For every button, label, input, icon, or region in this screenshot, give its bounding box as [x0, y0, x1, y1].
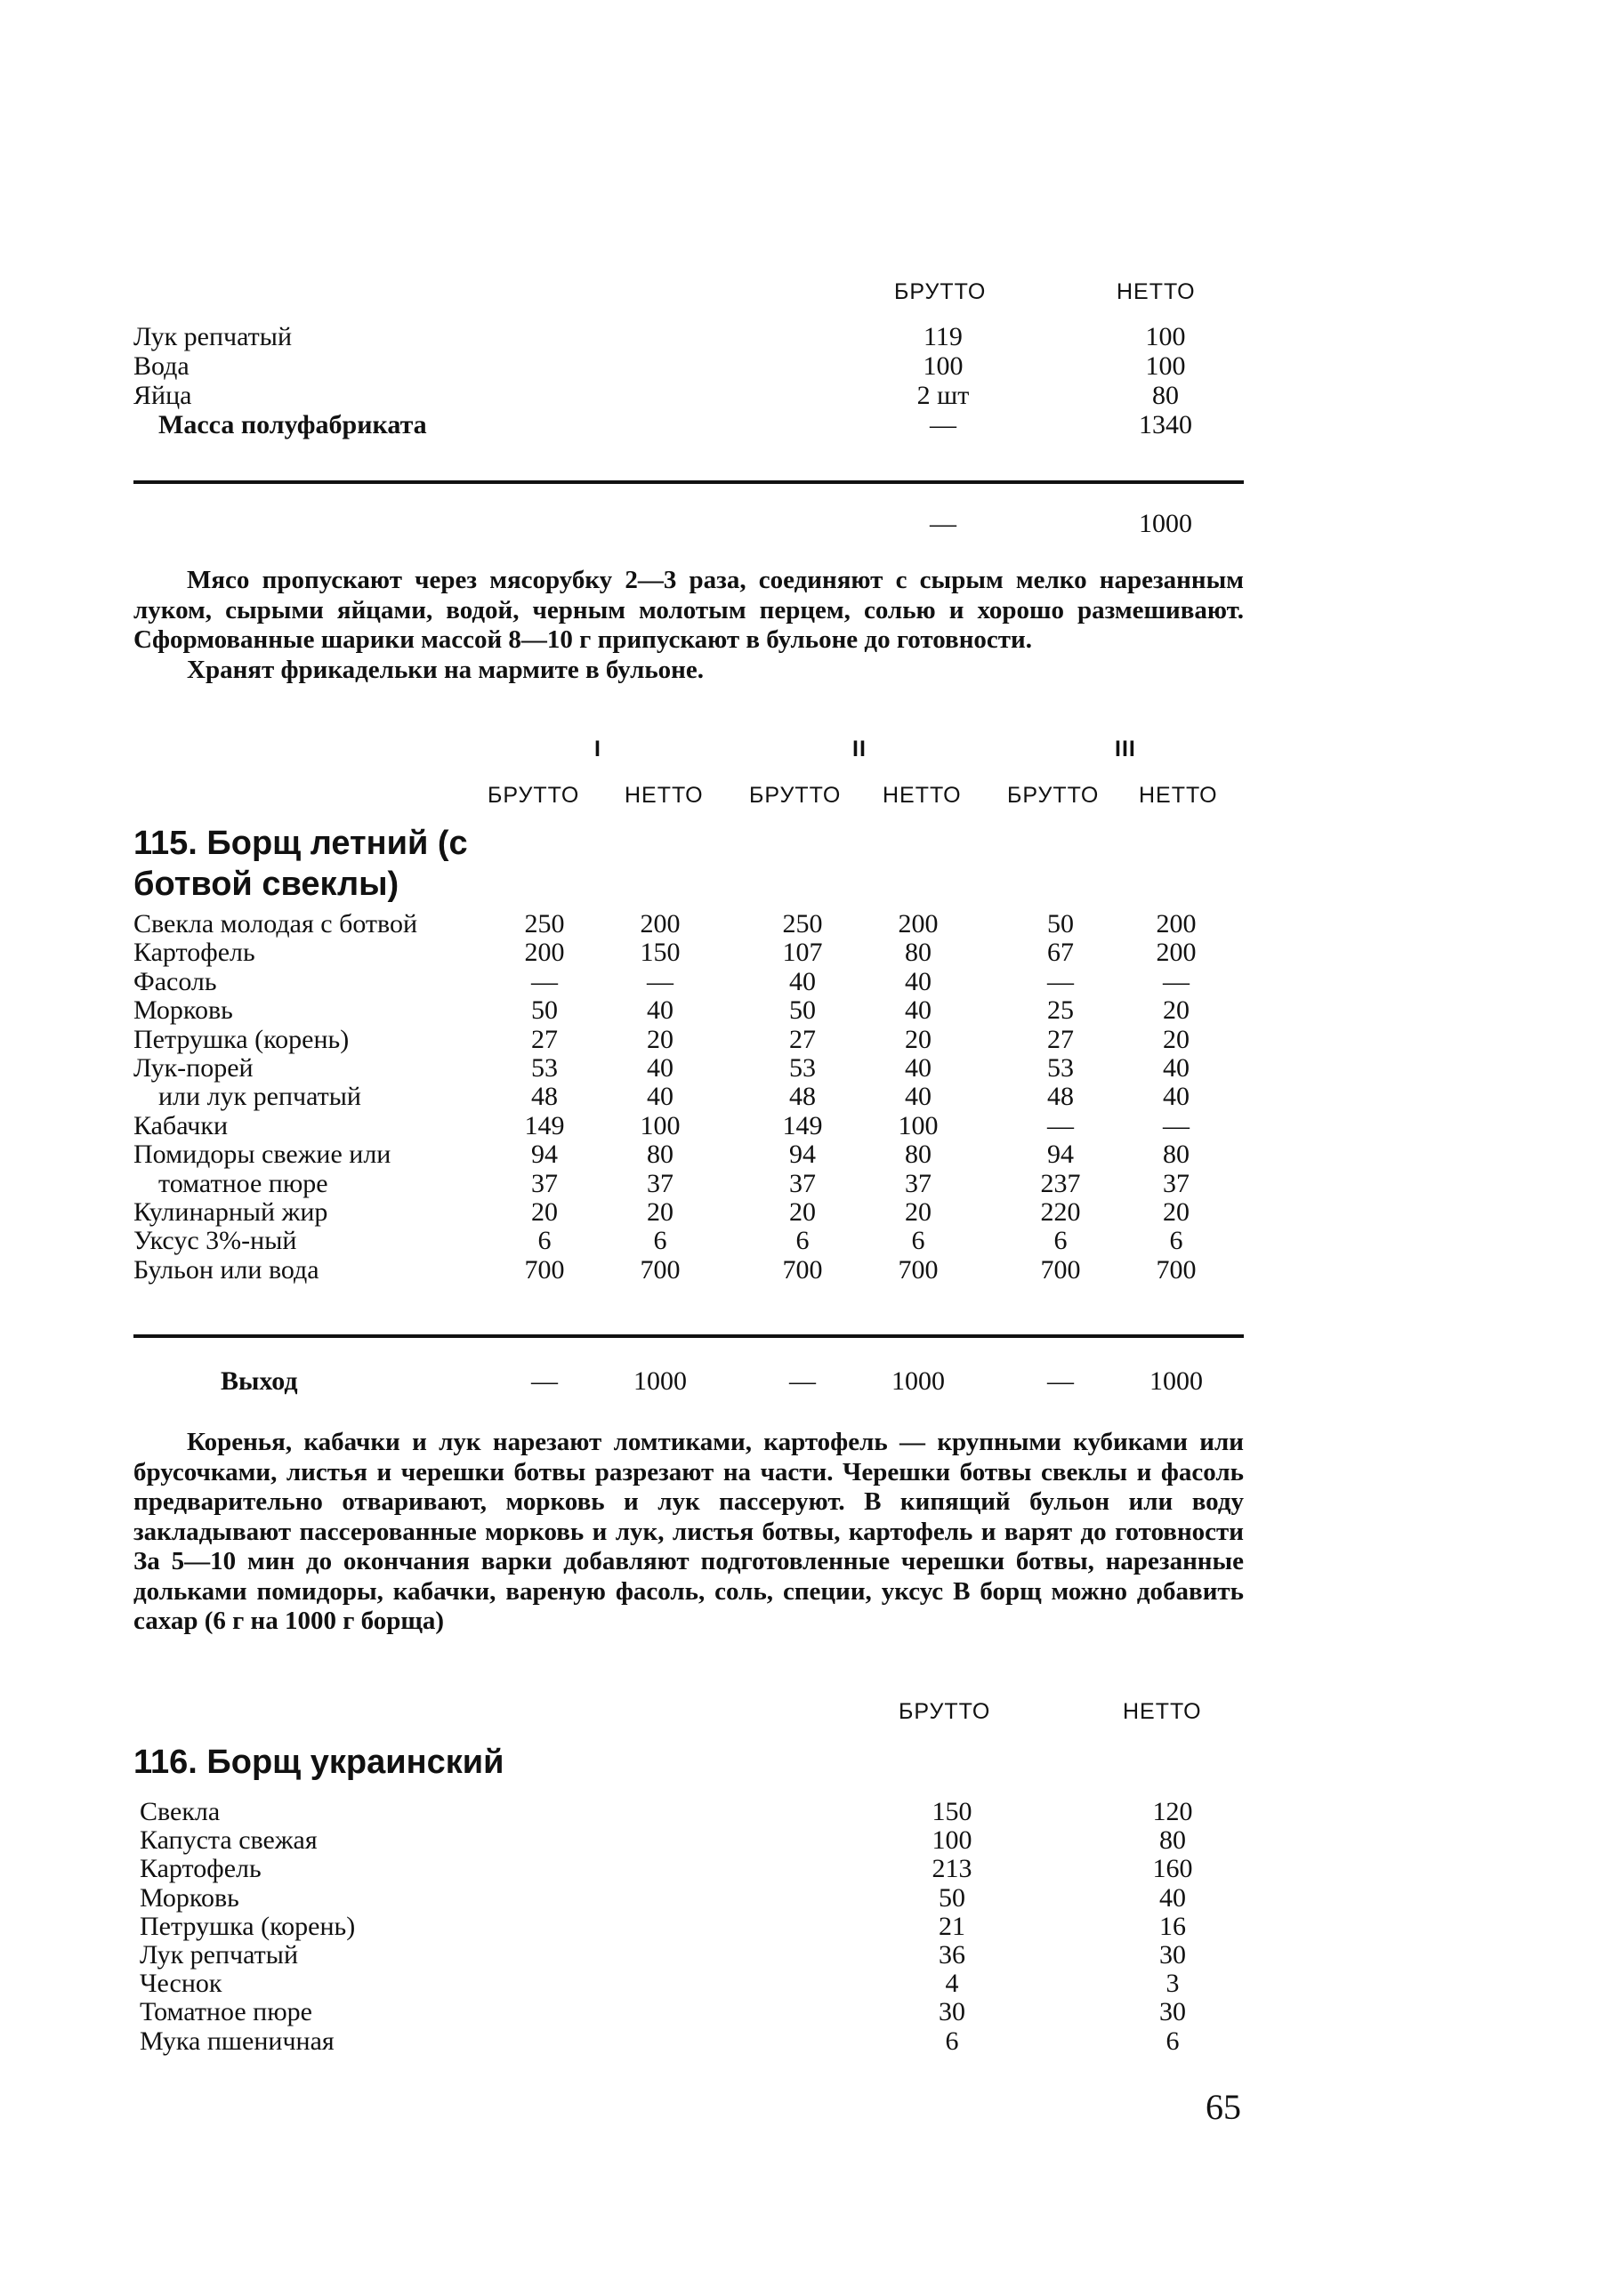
- quantity-value: 40: [1163, 1082, 1190, 1112]
- ingredient-name: Чеснок: [140, 1969, 222, 1999]
- output-value: 1000: [1149, 1366, 1203, 1396]
- table-row: [0, 351, 1605, 381]
- quantity-value: 67: [1047, 938, 1074, 968]
- output-label: Выход: [221, 1366, 298, 1396]
- brutto-output: —: [930, 509, 956, 538]
- quantity-value: 37: [789, 1168, 816, 1198]
- table-row: [0, 938, 1605, 967]
- quantity-value: 20: [647, 1197, 673, 1227]
- quantity-value: 237: [1040, 1168, 1081, 1198]
- quantity-value: 27: [531, 1024, 558, 1054]
- quantity-value: —: [647, 966, 673, 996]
- quantity-value: 250: [524, 909, 565, 939]
- brutto-value: 100: [932, 1825, 972, 1856]
- quantity-value: 20: [531, 1197, 558, 1227]
- quantity-value: 20: [1163, 1024, 1190, 1054]
- quantity-value: 20: [905, 1024, 932, 1054]
- paragraph: Хранят фрикадельки на мармите в бульоне.: [187, 655, 705, 684]
- title-line: 115. Борщ летний (с: [133, 825, 468, 862]
- quantity-value: 149: [524, 1110, 565, 1140]
- quantity-value: —: [1047, 1110, 1074, 1140]
- quantity-value: 700: [1040, 1254, 1081, 1285]
- output-value: —: [531, 1366, 558, 1396]
- ingredient-name: Мука пшеничная: [140, 2026, 335, 2056]
- ingredient-name: или лук репчатый: [158, 1082, 361, 1112]
- quantity-value: 149: [782, 1110, 823, 1140]
- paragraph: Коренья, кабачки и лук нарезают ломтиками, картофель — крупными кубиками или брусочками, листья и черешки ботвы разрезают на части. Черешки ботвы свеклы и фасоль предварительно отваривают, морковь и лук пассеруют. В кипящий бульон или воду закладывают пассерованные морковь и лук, листья ботвы, картофель и варят до готовности За 5—10 мин до окончания варки добавляют подготовленные черешки ботвы, нарезанные дольками помидоры, кабачки, вареную фасоль, соль, специи, уксус В борщ можно добавить сахар (6 г на 1000 г борща): [133, 1428, 1244, 1635]
- brutto-value: —: [930, 410, 956, 439]
- quantity-value: 37: [531, 1168, 558, 1198]
- netto-value: 3: [1165, 1969, 1180, 1999]
- ingredient-name: Вода: [133, 351, 190, 381]
- table-row: [0, 1797, 1605, 1826]
- netto-output: 1000: [1139, 509, 1192, 538]
- ingredient-name: Лук репчатый: [133, 322, 292, 351]
- table-row: [0, 1255, 1605, 1285]
- ingredient-name: Картофель: [133, 938, 255, 968]
- quantity-value: 20: [1163, 995, 1190, 1026]
- quantity-value: 6: [1169, 1226, 1183, 1256]
- top-netto-header: НЕТТО: [1117, 279, 1196, 304]
- ingredient-name: Лук-порей: [133, 1053, 254, 1083]
- table-row: [0, 2026, 1605, 2056]
- quantity-value: 53: [789, 1053, 816, 1083]
- output-row: [0, 1366, 1605, 1396]
- ingredient-name: Лук репчатый: [140, 1940, 298, 1970]
- semi-product-mass-label: Масса полуфабриката: [158, 410, 427, 439]
- quantity-value: 25: [1047, 995, 1074, 1026]
- brutto-header: БРУТТО: [899, 1699, 991, 1724]
- quantity-value: 48: [1047, 1082, 1074, 1112]
- quantity-value: 200: [640, 909, 681, 939]
- brutto-value: 50: [939, 1882, 965, 1913]
- brutto-value: 4: [945, 1969, 959, 1999]
- quantity-value: 94: [789, 1140, 816, 1170]
- quantity-value: 200: [898, 909, 939, 939]
- quantity-value: 40: [647, 1053, 673, 1083]
- quantity-value: —: [1047, 966, 1074, 996]
- quantity-value: 250: [782, 909, 823, 939]
- table-row: [0, 1025, 1605, 1054]
- page-number: 65: [1206, 2087, 1241, 2127]
- quantity-value: 40: [789, 966, 816, 996]
- ingredient-name: Помидоры свежие или: [133, 1140, 391, 1170]
- brutto-value: 6: [945, 2026, 959, 2056]
- quantity-value: 20: [1163, 1197, 1190, 1227]
- quantity-value: 20: [647, 1024, 673, 1054]
- divider: [133, 480, 1244, 484]
- quantity-value: 80: [905, 938, 932, 968]
- quantity-value: 37: [905, 1168, 932, 1198]
- table-row: [0, 1883, 1605, 1913]
- ingredient-name: Морковь: [140, 1882, 239, 1913]
- recipe-115-description: [133, 1428, 1244, 1637]
- table-row: [0, 1854, 1605, 1883]
- quantity-value: —: [531, 966, 558, 996]
- ingredient-name: Капуста свежая: [140, 1825, 318, 1856]
- quantity-value: 50: [531, 995, 558, 1026]
- brutto-value: 36: [939, 1940, 965, 1970]
- quantity-value: 40: [1163, 1053, 1190, 1083]
- quantity-value: 40: [647, 995, 673, 1026]
- netto-value: 30: [1159, 1997, 1186, 2027]
- col-header: НЕТТО: [625, 783, 704, 808]
- output-value: 1000: [633, 1366, 687, 1396]
- title-line: ботвой свеклы): [133, 866, 399, 903]
- brutto-value: 100: [923, 351, 964, 381]
- group-label-ii: II: [852, 737, 867, 761]
- col-header: БРУТТО: [1007, 783, 1100, 808]
- quantity-value: 27: [789, 1024, 816, 1054]
- quantity-value: 20: [789, 1197, 816, 1227]
- table-row: [0, 322, 1605, 351]
- quantity-value: 200: [1156, 909, 1197, 939]
- quantity-value: 700: [640, 1254, 681, 1285]
- divider: [133, 1334, 1244, 1338]
- table-row: [0, 1226, 1605, 1255]
- brutto-value: 213: [932, 1854, 972, 1884]
- ingredient-name: Яйца: [133, 381, 192, 410]
- quantity-value: 700: [1156, 1254, 1197, 1285]
- quantity-value: 50: [1047, 909, 1074, 939]
- table-row: [0, 1825, 1605, 1855]
- quantity-value: 700: [524, 1254, 565, 1285]
- top-brutto-header: БРУТТО: [894, 279, 987, 304]
- quantity-value: 200: [1156, 938, 1197, 968]
- netto-value: 100: [1145, 322, 1186, 351]
- quantity-value: 150: [640, 938, 681, 968]
- quantity-value: 6: [795, 1226, 810, 1256]
- quantity-value: 40: [905, 1082, 932, 1112]
- quantity-value: 40: [905, 995, 932, 1026]
- quantity-value: 50: [789, 995, 816, 1026]
- top-output-row: [0, 509, 1605, 538]
- table-row: [0, 909, 1605, 939]
- output-value: —: [1047, 1366, 1074, 1396]
- col-header: НЕТТО: [1139, 783, 1218, 808]
- output-value: —: [789, 1366, 816, 1396]
- quantity-value: 220: [1040, 1197, 1081, 1227]
- netto-value: 160: [1152, 1854, 1193, 1884]
- ingredient-name: Бульон или вода: [133, 1254, 319, 1285]
- quantity-value: 37: [1163, 1168, 1190, 1198]
- quantity-value: 37: [647, 1168, 673, 1198]
- col-header: НЕТТО: [883, 783, 962, 808]
- quantity-value: 94: [531, 1140, 558, 1170]
- netto-value: 1340: [1139, 410, 1192, 439]
- table-row: [0, 1053, 1605, 1083]
- quantity-value: 200: [524, 938, 565, 968]
- quantity-value: 107: [782, 938, 823, 968]
- ingredient-name: Картофель: [140, 1854, 262, 1884]
- col-header: БРУТТО: [749, 783, 842, 808]
- netto-value: 16: [1159, 1911, 1186, 1941]
- netto-value: 30: [1159, 1940, 1186, 1970]
- brutto-value: 150: [932, 1797, 972, 1826]
- brutto-value: 2 шт: [916, 381, 970, 410]
- brutto-value: 30: [939, 1997, 965, 2027]
- quantity-value: 6: [537, 1226, 552, 1256]
- netto-value: 6: [1165, 2026, 1180, 2056]
- recipe-115-title: [133, 823, 468, 905]
- table-row: [0, 995, 1605, 1025]
- output-value: 1000: [891, 1366, 945, 1396]
- quantity-value: 6: [911, 1226, 925, 1256]
- table-row: [0, 967, 1605, 996]
- ingredient-name: Свекла: [140, 1797, 221, 1826]
- table-row: [0, 410, 1605, 439]
- table-row: [0, 1940, 1605, 1970]
- col-header: БРУТТО: [488, 783, 580, 808]
- netto-value: 80: [1159, 1825, 1186, 1856]
- quantity-value: 48: [789, 1082, 816, 1112]
- table-row: [0, 1969, 1605, 1998]
- quantity-value: 20: [905, 1197, 932, 1227]
- netto-value: 40: [1159, 1882, 1186, 1913]
- ingredient-name: Петрушка (корень): [140, 1911, 356, 1941]
- group-label-i: I: [594, 737, 601, 761]
- table-row: [0, 1082, 1605, 1111]
- quantity-value: 40: [647, 1082, 673, 1112]
- table-row: [0, 1140, 1605, 1169]
- paragraph: Мясо пропускают через мясорубку 2—3 раза, соединяют с сырым мелко нарезанным луком, сырыми яйцами, водой, черным молотым перцем, солью и хорошо размешивают. Сформованные шарики массой 8—10 г припускают в бульоне до готовности.: [133, 566, 1244, 654]
- table-row: [0, 381, 1605, 410]
- table-row: [0, 1169, 1605, 1198]
- table-row: [0, 1912, 1605, 1941]
- quantity-value: 94: [1047, 1140, 1074, 1170]
- quantity-value: 80: [647, 1140, 673, 1170]
- ingredient-name: Морковь: [133, 995, 233, 1026]
- netto-value: 100: [1145, 351, 1186, 381]
- quantity-value: 100: [898, 1110, 939, 1140]
- quantity-value: 6: [653, 1226, 667, 1256]
- table-row: [0, 1111, 1605, 1140]
- group-label-iii: III: [1115, 737, 1136, 761]
- quantity-value: 40: [905, 966, 932, 996]
- ingredient-name: Уксус 3%-ный: [133, 1226, 297, 1256]
- quantity-value: —: [1163, 1110, 1190, 1140]
- preparation-text: [133, 566, 1244, 685]
- quantity-value: —: [1163, 966, 1190, 996]
- brutto-value: 119: [923, 322, 963, 351]
- table-row: [0, 1197, 1605, 1227]
- recipe-116-title: 116. Борщ украинский: [133, 1744, 504, 1781]
- quantity-value: 48: [531, 1082, 558, 1112]
- netto-value: 120: [1152, 1797, 1193, 1826]
- quantity-value: 40: [905, 1053, 932, 1083]
- netto-value: 80: [1152, 381, 1179, 410]
- ingredient-name: Петрушка (корень): [133, 1024, 350, 1054]
- ingredient-name: Кулинарный жир: [133, 1197, 328, 1227]
- quantity-value: 53: [531, 1053, 558, 1083]
- ingredient-name: Кабачки: [133, 1110, 229, 1140]
- table-row: [0, 1997, 1605, 2026]
- brutto-value: 21: [939, 1911, 965, 1941]
- quantity-value: 700: [898, 1254, 939, 1285]
- ingredient-name: Фасоль: [133, 966, 217, 996]
- quantity-value: 80: [905, 1140, 932, 1170]
- quantity-value: 700: [782, 1254, 823, 1285]
- quantity-value: 6: [1053, 1226, 1068, 1256]
- quantity-value: 80: [1163, 1140, 1190, 1170]
- quantity-value: 100: [640, 1110, 681, 1140]
- ingredient-name: Свекла молодая с ботвой: [133, 909, 418, 939]
- netto-header: НЕТТО: [1123, 1699, 1202, 1724]
- quantity-value: 27: [1047, 1024, 1074, 1054]
- ingredient-name: Томатное пюре: [140, 1997, 312, 2027]
- quantity-value: 53: [1047, 1053, 1074, 1083]
- ingredient-name: томатное пюре: [158, 1168, 328, 1198]
